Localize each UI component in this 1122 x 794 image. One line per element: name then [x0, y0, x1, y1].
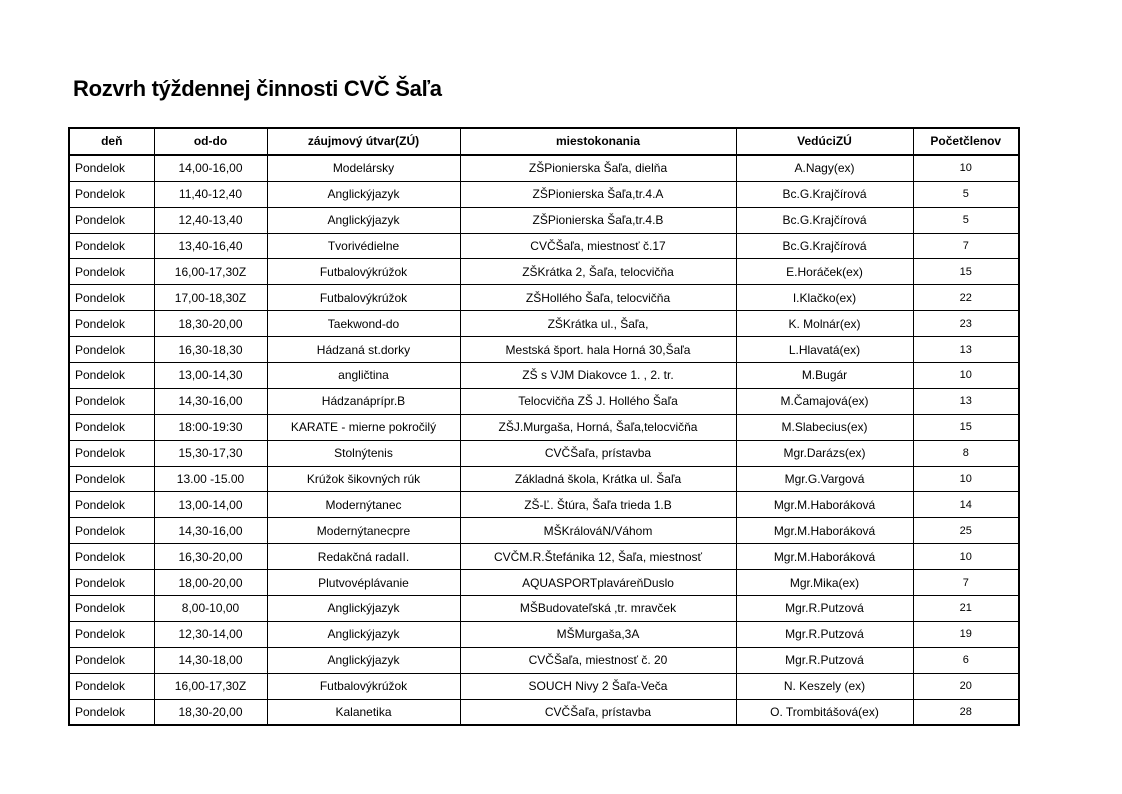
header-miesto-konania: miestokonania [460, 128, 736, 155]
cell-veduci: Mgr.R.Putzová [736, 647, 913, 673]
cell-od-do: 14,00-16,00 [154, 155, 267, 181]
header-zaujmovy-utvar: záujmový útvar(ZÚ) [267, 128, 460, 155]
cell-zaujmovy-utvar: Anglickýjazyk [267, 181, 460, 207]
table-row [69, 388, 1019, 414]
cell-veduci: K. Molnár(ex) [736, 311, 913, 337]
cell-zaujmovy-utvar: Stolnýtenis [267, 440, 460, 466]
cell-zaujmovy-utvar: Tvorivédielne [267, 233, 460, 259]
table-row [69, 699, 1019, 725]
table-row [69, 492, 1019, 518]
cell-pocet: 15 [913, 259, 1019, 285]
cell-pocet: 10 [913, 155, 1019, 181]
cell-veduci: O. Trombitášová(ex) [736, 699, 913, 725]
cell-den: Pondelok [69, 311, 154, 337]
cell-zaujmovy-utvar: Hádzaná st.dorky [267, 337, 460, 363]
table-row [69, 466, 1019, 492]
cell-od-do: 14,30-16,00 [154, 388, 267, 414]
cell-veduci: N. Keszely (ex) [736, 673, 913, 699]
cell-miesto-konania: CVČŠaľa, miestnosť č.17 [460, 233, 736, 259]
table-row [69, 518, 1019, 544]
cell-veduci: M.Slabecius(ex) [736, 414, 913, 440]
cell-zaujmovy-utvar: Futbalovýkrúžok [267, 285, 460, 311]
cell-pocet: 7 [913, 233, 1019, 259]
cell-miesto-konania: MŠBudovateľská ,tr. mravček [460, 596, 736, 622]
cell-pocet: 10 [913, 363, 1019, 389]
cell-pocet: 10 [913, 466, 1019, 492]
cell-den: Pondelok [69, 388, 154, 414]
cell-veduci: M.Čamajová(ex) [736, 388, 913, 414]
cell-den: Pondelok [69, 699, 154, 725]
cell-den: Pondelok [69, 647, 154, 673]
cell-od-do: 8,00-10,00 [154, 596, 267, 622]
header-pocet-clenov: Početčlenov [913, 128, 1019, 155]
cell-miesto-konania: AQUASPORTplaváreňDuslo [460, 570, 736, 596]
cell-den: Pondelok [69, 155, 154, 181]
cell-pocet: 13 [913, 337, 1019, 363]
cell-den: Pondelok [69, 466, 154, 492]
cell-miesto-konania: ZŠKrátka ul., Šaľa, [460, 311, 736, 337]
cell-den: Pondelok [69, 440, 154, 466]
cell-zaujmovy-utvar: Modernýtanecpre [267, 518, 460, 544]
cell-pocet: 19 [913, 621, 1019, 647]
cell-veduci: Bc.G.Krajčírová [736, 233, 913, 259]
cell-zaujmovy-utvar: KARATE - mierne pokročilý [267, 414, 460, 440]
cell-od-do: 13,40-16,40 [154, 233, 267, 259]
cell-miesto-konania: ZŠ-Ľ. Štúra, Šaľa trieda 1.B [460, 492, 736, 518]
table-row [69, 414, 1019, 440]
cell-veduci: E.Horáček(ex) [736, 259, 913, 285]
cell-veduci: I.Klačko(ex) [736, 285, 913, 311]
cell-pocet: 25 [913, 518, 1019, 544]
cell-miesto-konania: MŠMurgaša,3A [460, 621, 736, 647]
cell-miesto-konania: CVČŠaľa, miestnosť č. 20 [460, 647, 736, 673]
table-row [69, 570, 1019, 596]
cell-od-do: 12,30-14,00 [154, 621, 267, 647]
cell-den: Pondelok [69, 363, 154, 389]
cell-den: Pondelok [69, 259, 154, 285]
cell-zaujmovy-utvar: Anglickýjazyk [267, 207, 460, 233]
cell-od-do: 12,40-13,40 [154, 207, 267, 233]
table-row [69, 311, 1019, 337]
cell-od-do: 18,00-20,00 [154, 570, 267, 596]
table-row [69, 181, 1019, 207]
cell-od-do: 16,00-17,30Z [154, 259, 267, 285]
cell-pocet: 7 [913, 570, 1019, 596]
cell-pocet: 23 [913, 311, 1019, 337]
cell-zaujmovy-utvar: Futbalovýkrúžok [267, 259, 460, 285]
cell-den: Pondelok [69, 181, 154, 207]
table-row [69, 233, 1019, 259]
cell-pocet: 22 [913, 285, 1019, 311]
cell-zaujmovy-utvar: Hádzanáprípr.B [267, 388, 460, 414]
cell-pocet: 20 [913, 673, 1019, 699]
table-row [69, 155, 1019, 181]
cell-pocet: 6 [913, 647, 1019, 673]
cell-miesto-konania: ZŠPionierska Šaľa,tr.4.B [460, 207, 736, 233]
cell-od-do: 16,00-17,30Z [154, 673, 267, 699]
cell-od-do: 16,30-18,30 [154, 337, 267, 363]
cell-miesto-konania: ZŠJ.Murgaša, Horná, Šaľa,telocvičňa [460, 414, 736, 440]
cell-od-do: 14,30-16,00 [154, 518, 267, 544]
cell-den: Pondelok [69, 492, 154, 518]
cell-od-do: 18:00-19:30 [154, 414, 267, 440]
cell-veduci: M.Bugár [736, 363, 913, 389]
cell-miesto-konania: Mestská šport. hala Horná 30,Šaľa [460, 337, 736, 363]
cell-veduci: Mgr.G.Vargová [736, 466, 913, 492]
cell-zaujmovy-utvar: Anglickýjazyk [267, 596, 460, 622]
cell-miesto-konania: CVČM.R.Štefánika 12, Šaľa, miestnosť [460, 544, 736, 570]
cell-veduci: Mgr.Mika(ex) [736, 570, 913, 596]
cell-pocet: 5 [913, 207, 1019, 233]
cell-veduci: Mgr.M.Haboráková [736, 544, 913, 570]
cell-od-do: 13.00 -15.00 [154, 466, 267, 492]
cell-od-do: 13,00-14,00 [154, 492, 267, 518]
table-row [69, 621, 1019, 647]
cell-zaujmovy-utvar: Taekwond-do [267, 311, 460, 337]
cell-miesto-konania: CVČŠaľa, prístavba [460, 699, 736, 725]
table-row [69, 596, 1019, 622]
cell-pocet: 8 [913, 440, 1019, 466]
cell-veduci: Bc.G.Krajčírová [736, 207, 913, 233]
cell-veduci: Mgr.M.Haboráková [736, 518, 913, 544]
header-den: deň [69, 128, 154, 155]
cell-zaujmovy-utvar: Futbalovýkrúžok [267, 673, 460, 699]
cell-od-do: 13,00-14,30 [154, 363, 267, 389]
cell-pocet: 5 [913, 181, 1019, 207]
cell-zaujmovy-utvar: Anglickýjazyk [267, 621, 460, 647]
cell-miesto-konania: ZŠPionierska Šaľa, dielňa [460, 155, 736, 181]
table-row [69, 207, 1019, 233]
cell-den: Pondelok [69, 570, 154, 596]
cell-veduci: L.Hlavatá(ex) [736, 337, 913, 363]
cell-miesto-konania: ZŠPionierska Šaľa,tr.4.A [460, 181, 736, 207]
table-row [69, 337, 1019, 363]
cell-miesto-konania: Základná škola, Krátka ul. Šaľa [460, 466, 736, 492]
cell-den: Pondelok [69, 285, 154, 311]
table-row [69, 363, 1019, 389]
cell-zaujmovy-utvar: Anglickýjazyk [267, 647, 460, 673]
table-row [69, 647, 1019, 673]
cell-od-do: 14,30-18,00 [154, 647, 267, 673]
cell-den: Pondelok [69, 518, 154, 544]
cell-pocet: 28 [913, 699, 1019, 725]
cell-zaujmovy-utvar: Krúžok šikovných rúk [267, 466, 460, 492]
cell-den: Pondelok [69, 207, 154, 233]
cell-od-do: 15,30-17,30 [154, 440, 267, 466]
cell-veduci: Mgr.R.Putzová [736, 596, 913, 622]
cell-den: Pondelok [69, 596, 154, 622]
cell-pocet: 14 [913, 492, 1019, 518]
cell-miesto-konania: ZŠHollého Šaľa, telocvičňa [460, 285, 736, 311]
cell-zaujmovy-utvar: angličtina [267, 363, 460, 389]
table-row [69, 259, 1019, 285]
cell-od-do: 11,40-12,40 [154, 181, 267, 207]
cell-pocet: 21 [913, 596, 1019, 622]
table-row [69, 440, 1019, 466]
cell-pocet: 15 [913, 414, 1019, 440]
cell-veduci: Mgr.R.Putzová [736, 621, 913, 647]
page-title: Rozvrh týždennej činnosti CVČ Šaľa [73, 76, 442, 101]
cell-veduci: Bc.G.Krajčírová [736, 181, 913, 207]
table-row [69, 544, 1019, 570]
cell-miesto-konania: ZŠ s VJM Diakovce 1. , 2. tr. [460, 363, 736, 389]
schedule-table [68, 127, 1020, 726]
cell-den: Pondelok [69, 621, 154, 647]
cell-pocet: 13 [913, 388, 1019, 414]
cell-miesto-konania: ZŠKrátka 2, Šaľa, telocvičňa [460, 259, 736, 285]
cell-pocet: 10 [913, 544, 1019, 570]
cell-miesto-konania: SOUCH Nivy 2 Šaľa-Veča [460, 673, 736, 699]
cell-veduci: A.Nagy(ex) [736, 155, 913, 181]
table-row [69, 285, 1019, 311]
cell-zaujmovy-utvar: Modernýtanec [267, 492, 460, 518]
cell-zaujmovy-utvar: Plutvovéplávanie [267, 570, 460, 596]
header-row [69, 128, 1019, 155]
cell-zaujmovy-utvar: Redakčná radaII. [267, 544, 460, 570]
cell-od-do: 17,00-18,30Z [154, 285, 267, 311]
cell-den: Pondelok [69, 337, 154, 363]
cell-miesto-konania: Telocvičňa ZŠ J. Hollého Šaľa [460, 388, 736, 414]
cell-miesto-konania: MŠKrálováN/Váhom [460, 518, 736, 544]
cell-miesto-konania: CVČŠaľa, prístavba [460, 440, 736, 466]
cell-den: Pondelok [69, 414, 154, 440]
cell-den: Pondelok [69, 544, 154, 570]
cell-veduci: Mgr.Darázs(ex) [736, 440, 913, 466]
cell-od-do: 18,30-20,00 [154, 699, 267, 725]
cell-zaujmovy-utvar: Kalanetika [267, 699, 460, 725]
cell-den: Pondelok [69, 673, 154, 699]
cell-od-do: 18,30-20,00 [154, 311, 267, 337]
table-row [69, 673, 1019, 699]
header-veduci: VedúciZÚ [736, 128, 913, 155]
cell-veduci: Mgr.M.Haboráková [736, 492, 913, 518]
cell-zaujmovy-utvar: Modelársky [267, 155, 460, 181]
cell-od-do: 16,30-20,00 [154, 544, 267, 570]
header-od-do: od-do [154, 128, 267, 155]
cell-den: Pondelok [69, 233, 154, 259]
